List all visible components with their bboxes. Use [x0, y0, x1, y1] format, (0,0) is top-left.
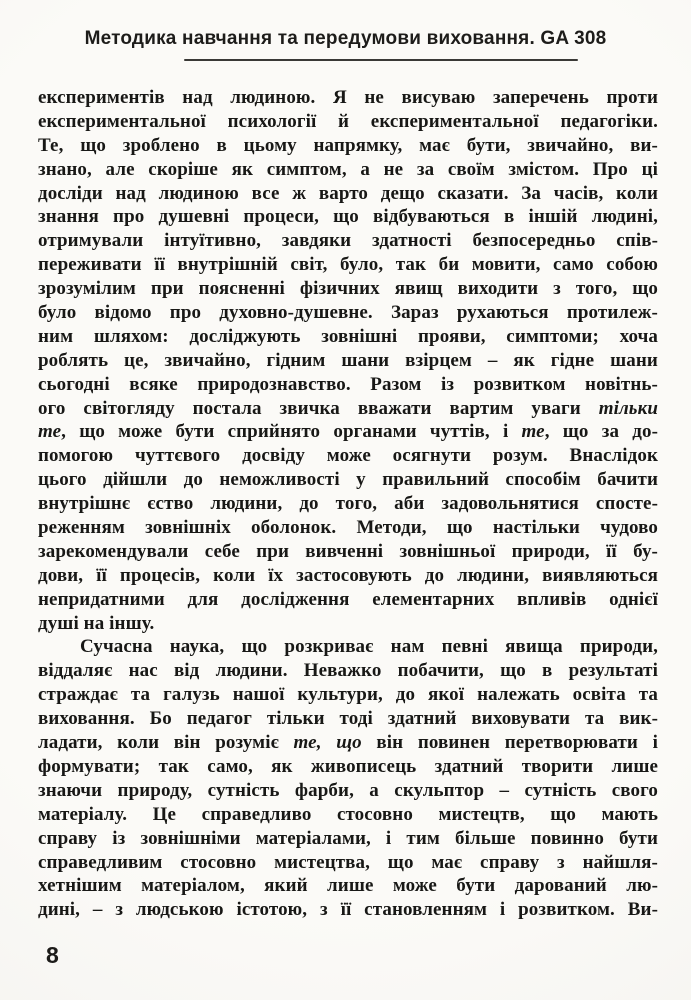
text-line: [38, 492, 658, 516]
text-segment: було відомо про духовно-душевне. Зараз рухаються протилеж-: [38, 302, 658, 324]
text-segment: ним шляхом: досліджують зовнішні прояви, симптоми; хоча: [38, 325, 658, 347]
text-line: [38, 898, 658, 922]
text-segment: хетнішим матеріалом, який лише може бути дарований лю-: [38, 875, 658, 897]
text-line: [38, 612, 658, 636]
text-segment: дині, – з людською істотою, з її становленням і розвитком. Ви-: [38, 899, 658, 921]
text-segment: Сучасна наука, що розкриває нам певні явища природи,: [80, 636, 658, 658]
text-segment: переживати її внутрішній світ, було, так би мовити, само собою: [38, 254, 658, 276]
text-line: [38, 134, 658, 158]
text-line: [38, 229, 658, 253]
text-segment: експериментальної психології й експериментальної педагогіки.: [38, 110, 658, 132]
text-segment: зрозумілим при поясненні фізичних явищ виходити з того, що: [38, 278, 658, 300]
text-line: [38, 277, 658, 301]
header-rule: [184, 59, 578, 61]
text-segment: Те, що зроблено в цьому напрямку, має бути, звичайно, ви-: [38, 134, 658, 156]
text-segment: , що може бути сприйнято органами чуттів, і: [61, 421, 522, 443]
text-line: [38, 707, 658, 731]
text-line: [38, 182, 658, 206]
text-line: [38, 540, 658, 564]
text-line: [38, 731, 658, 755]
page-number: 8: [46, 942, 59, 968]
text-line: [38, 397, 658, 421]
text-line: [38, 564, 658, 588]
text-line: [38, 205, 658, 229]
text-line: [38, 301, 658, 325]
emphasized-text: тільки: [598, 397, 658, 419]
text-line: [38, 659, 658, 683]
text-segment: досліди над людиною все ж варто дещо сказати. За часів, коли: [38, 182, 658, 204]
text-segment: справедливим стосовно мистецтва, що має справу з найшля-: [38, 851, 658, 873]
body-text: [38, 86, 658, 922]
emphasized-text: те: [521, 421, 545, 443]
text-segment: знаючи природу, сутність фарби, а скульптор – сутність свого: [38, 779, 658, 801]
text-line: [38, 635, 658, 659]
text-segment: отримували інтуїтивно, завдяки здатності безпосередньо спів-: [38, 230, 658, 252]
text-line: [38, 420, 658, 444]
text-segment: віддаляє нас від людини. Неважко побачити, що в результаті: [38, 660, 658, 682]
text-segment: роблять це, звичайно, гідним шани взірцем – як гідне шани: [38, 349, 658, 371]
text-segment: формувати; так само, як живописець здатний творити лише: [38, 755, 658, 777]
text-line: [38, 349, 658, 373]
text-line: [38, 158, 658, 182]
text-line: [38, 827, 658, 851]
text-line: [38, 373, 658, 397]
text-segment: сьогодні всяке природознавство. Разом із розвитком новітнь-: [38, 373, 658, 395]
emphasized-text: те: [38, 421, 62, 443]
text-line: [38, 444, 658, 468]
text-segment: страждає та галузь нашої культури, до якої належать освіта та: [38, 684, 658, 706]
text-line: [38, 325, 658, 349]
text-line: [38, 468, 658, 492]
text-line: [38, 516, 658, 540]
text-segment: матеріалу. Це справедливо стосовно мистецтв, що мають: [38, 803, 658, 825]
text-segment: помогою чуттєвого досвіду може осягнути розум. Внаслідок: [38, 445, 658, 467]
text-segment: внутрішнє єство людини, до того, аби задовольнятися спосте-: [38, 493, 658, 515]
text-segment: ого світогляду постала звичка вважати вартим уваги: [38, 397, 599, 419]
text-line: [38, 588, 658, 612]
text-segment: душі на іншу.: [38, 612, 155, 634]
text-segment: ладати, коли він розуміє: [38, 732, 294, 754]
text-segment: , що за до-: [544, 421, 658, 443]
text-line: [38, 683, 658, 707]
text-segment: справу із зовнішніми матеріалами, і тим більше повинно бути: [38, 827, 658, 849]
text-segment: дови, її процесів, коли їх застосовують до людини, виявляються: [38, 564, 658, 586]
text-line: [38, 253, 658, 277]
text-line: [38, 851, 658, 875]
text-segment: реженням зовнішніх оболонок. Методи, що настільки чудово: [38, 517, 658, 539]
text-segment: він повинен перетворювати і: [361, 732, 659, 754]
text-line: [38, 755, 658, 779]
text-line: [38, 874, 658, 898]
text-segment: знання про душевні процеси, що відбуваються в іншій людині,: [38, 206, 658, 228]
text-segment: зарекомендували себе при вивченні зовнішньої природи, її бу-: [38, 540, 658, 562]
running-header-title: Методика навчання та передумови виховання. GA 308: [84, 28, 607, 49]
text-line: [38, 86, 658, 110]
text-segment: цього дійшли до неможливості у правильний способім бачити: [38, 469, 658, 491]
text-line: [38, 110, 658, 134]
emphasized-text: те, що: [293, 732, 362, 754]
text-segment: виховання. Бо педагог тільки тоді здатний виховувати та вик-: [38, 708, 658, 730]
text-line: [38, 779, 658, 803]
text-segment: непридатними для дослідження елементарних впливів однієї: [38, 588, 658, 610]
text-line: [38, 803, 658, 827]
text-segment: знано, але скоріше як симптом, а не за своїм змістом. Про ці: [38, 158, 658, 180]
text-segment: експериментів над людиною. Я не висуваю заперечень проти: [38, 87, 658, 108]
